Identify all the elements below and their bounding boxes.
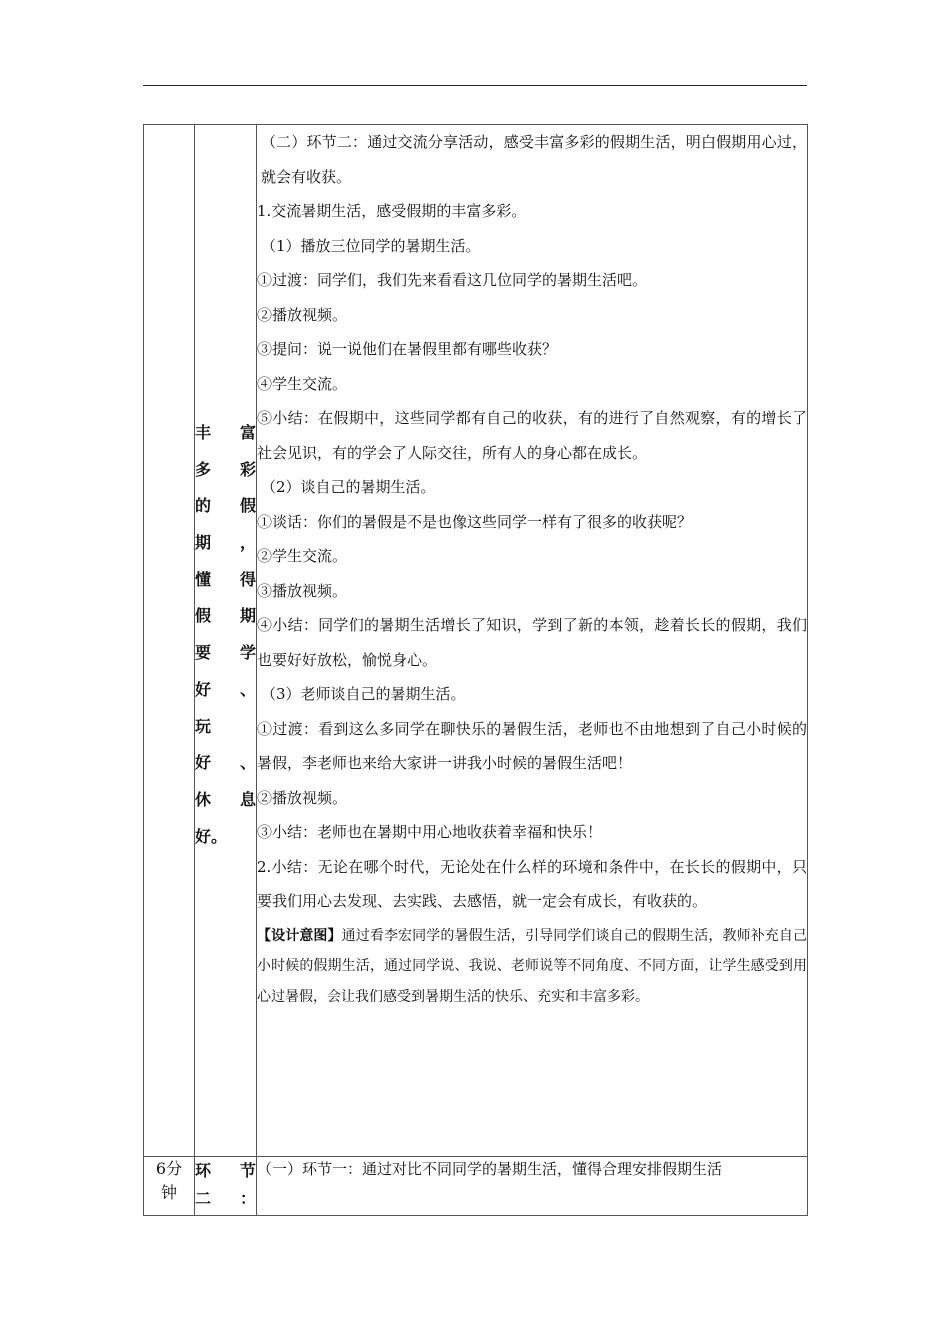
paragraph: ④学生交流。 (257, 374, 348, 393)
lesson-plan-table (143, 124, 808, 1216)
stage-title-line: 多 彩 (195, 459, 256, 479)
time-cell (144, 1157, 195, 1216)
stage-title-line: 二 ： (195, 1189, 256, 1208)
stage-title-line: 假 期 (195, 606, 256, 626)
design-intent (257, 921, 807, 1013)
stage-title-line: 休 息 (195, 789, 256, 809)
paragraph: ①过渡：看到这么多同学在聊快乐的暑假生活，老师也不由地想到了自己小时候的暑假，李老师也来给大家讲一讲我小时候的暑假生活吧！ (257, 719, 807, 772)
paragraph: ⑤小结：在假期中，这些同学都有自己的收获，有的进行了自然观察，有的增长了社会见识，有的学会了人际交往，所有人的身心都在成长。 (257, 409, 807, 462)
time-line: 钟 (160, 1183, 177, 1202)
paragraph: 2.小结：无论在哪个时代，无论处在什么样的环境和条件中，在长长的假期中，只要我们用心去发现、去实践、去感悟，就一定会有成长，有收获的。 (257, 857, 807, 910)
paragraph: ②播放视频。 (257, 788, 348, 807)
paragraph: （1）播放三位同学的暑期生活。 (261, 236, 481, 255)
stage-title-line: 好。 (195, 826, 228, 846)
paragraph: （3）老师谈自己的暑期生活。 (261, 685, 466, 703)
section-heading: （二）环节二：通过交流分享活动，感受丰富多彩的假期生活，明白假期用心过，就会有收获。 (261, 133, 807, 186)
paragraph: ③小结：老师也在暑期中用心地收获着幸福和快乐！ (257, 823, 603, 841)
activity-content-cell (257, 125, 808, 1157)
stage-title-cell (195, 125, 257, 1157)
time-cell (144, 125, 195, 1157)
time-line: 6分 (155, 1159, 183, 1178)
stage-title-line: 玩 (195, 716, 212, 736)
stage-title-line: 懂 得 (195, 569, 256, 589)
stage-title-line: 期 ， (195, 533, 256, 553)
paragraph: ②学生交流。 (257, 547, 348, 565)
paragraph: 1.交流暑期生活，感受假期的丰富多彩。 (257, 202, 527, 220)
table-row (144, 125, 808, 1157)
table-row (144, 1157, 808, 1216)
stage-title-line: 要 学 (195, 643, 256, 663)
paragraph: ④小结：同学们的暑期生活增长了知识，学到了新的本领，趁着长长的假期，我们也要好好放松，愉悦身心。 (257, 616, 807, 669)
stage-title-line: 丰 富 (195, 423, 256, 442)
paragraph: ③播放视频。 (257, 581, 348, 600)
stage-title-line: 环 节 (195, 1161, 256, 1180)
design-intent-text: 通过看李宏同学的暑假生活，引导同学们谈自己的假期生活，教师补充自己小时候的假期生活，通过同学说、我说、老师说等不同角度、不同方面，让学生感受到用心过暑假，会让我们感受到暑期生活的快乐、充实和丰富多彩。 (257, 927, 808, 1005)
stage-title-cell (195, 1157, 257, 1216)
header-rule (143, 85, 807, 86)
paragraph: （2）谈自己的暑期生活。 (261, 478, 436, 496)
paragraph: ①谈话：你们的暑假是不是也像这些同学一样有了很多的收获呢？ (257, 512, 693, 531)
stage-title-line: 好 、 (195, 679, 256, 699)
stage-title-line: 的 假 (195, 496, 256, 516)
stage-title-line: 好 、 (195, 753, 256, 773)
design-intent-label: 【设计意图】 (257, 927, 342, 944)
paragraph: ②播放视频。 (257, 305, 348, 324)
paragraph: ①过渡：同学们，我们先来看看这几位同学的暑期生活吧。 (257, 271, 648, 289)
paragraph: ③提问：说一说他们在暑假里都有哪些收获？ (257, 340, 558, 358)
activity-content-cell: （一）环节一：通过对比不同同学的暑期生活，懂得合理安排假期生活 (257, 1157, 808, 1216)
